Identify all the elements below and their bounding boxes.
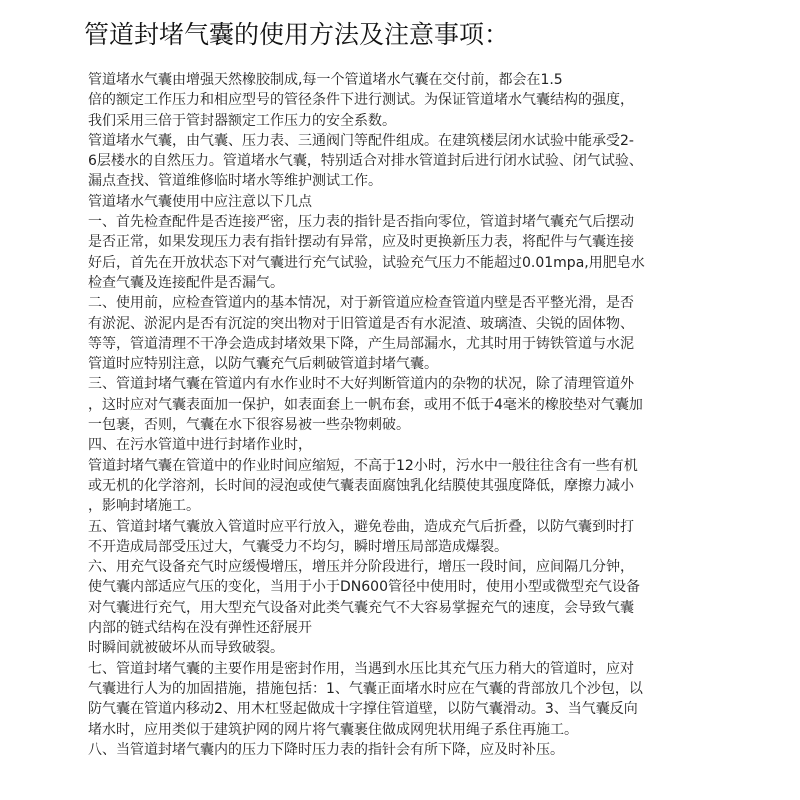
text-line: 二、使用前，应检查管道内的基本情况，对于新管道应检查管道内壁是否平整光滑，是否 — [88, 295, 634, 312]
text-line: 对气囊进行充气，用大型充气设备对此类气囊充气不大容易掌握充气的速度，会导致气囊 — [88, 599, 634, 616]
text-line: 漏点查找、管道维修临时堵水等维护测试工作。 — [88, 173, 382, 190]
text-line: 五、管道封堵气囊放入管道时应平行放入，避免卷曲，造成充气后折叠，以防气囊到时打 — [88, 518, 634, 535]
text-line: ，影响封堵施工。 — [88, 498, 200, 515]
text-line: 八、当管道封堵气囊内的压力下降时压力表的指针会有所下降，应及时补压。 — [88, 741, 564, 758]
text-line: 管道堵水气囊，由气囊、压力表、三通阀门等配件组成。在建筑楼层闭水试验中能承受2- — [88, 132, 634, 149]
text-line: 有淤泥、淤泥内是否有沉淀的突出物对于旧管道是否有水泥渣、玻璃渣、尖锐的固体物、 — [88, 315, 634, 332]
text-line: 或无机的化学溶剂，长时间的浸泡或使气囊表面腐蚀乳化结膜使其强度降低，摩擦力减小 — [88, 477, 634, 494]
text-line: 内部的链式结构在没有弹性还舒展开 — [88, 620, 312, 637]
text-line: 七、管道封堵气囊的主要作用是密封作用，当遇到水压比其充气压力稍大的管道时，应对 — [88, 660, 634, 677]
text-line: 等等，管道清理不干净会造成封堵效果下降，产生局部漏水，尤其时用于铸铁管道与水泥 — [88, 335, 634, 352]
text-line: 六、用充气设备充气时应缓慢增压，增压并分阶段进行，增压一段时间，应间隔几分钟， — [88, 559, 634, 576]
text-line: 四、在污水管道中进行封堵作业时， — [88, 437, 312, 454]
text-line: 气囊进行人为的加固措施，措施包括：1、气囊正面堵水时应在气囊的背部放几个沙包，以 — [88, 680, 643, 697]
text-line: 是否正常，如果发现压力表有指针摆动有异常，应及时更换新压力表，将配件与气囊连接 — [88, 234, 634, 251]
text-line: 使气囊内部适应气压的变化，当用于小于DN600管径中使用时，使用小型或微型充气设备 — [88, 579, 640, 596]
document-body — [88, 70, 748, 760]
text-line: 一、首先检查配件是否连接严密，压力表的指针是否指向零位，管道封堵气囊充气后摆动 — [88, 214, 634, 231]
page-title: 管道封堵气囊的使用方法及注意事项： — [84, 20, 510, 49]
text-line: 不开造成局部受压过大，气囊受力不均匀，瞬时增压局部造成爆裂。 — [88, 538, 508, 555]
text-line: 一包裹，否则，气囊在水下很容易被一些杂物刺破。 — [88, 417, 410, 434]
text-line: 管道堵水气囊由增强天然橡胶制成,每一个管道堵水气囊在交付前，都会在1.5 — [88, 72, 563, 88]
text-line: 好后，首先在开放状态下对气囊进行充气试验，试验充气压力不能超过0.01mpa,用肥皂水 — [88, 254, 645, 271]
text-line: 倍的额定工作压力和相应型号的管径条件下进行测试。为保证管道堵水气囊结构的强度， — [88, 92, 634, 109]
text-line: 管道时应特别注意，以防气囊充气后刺破管道封堵气囊。 — [88, 356, 438, 373]
text-line: 管道封堵气囊在管道中的作业时间应缩短，不高于12小时，污水中一般往往含有一些有机 — [88, 457, 638, 474]
text-line: 管道堵水气囊使用中应注意以下几点 — [88, 193, 312, 210]
text-line: 时瞬间就被破坏从而导致破裂。 — [88, 640, 284, 657]
text-line: ，这时应对气囊表面加一保护，如表面套上一帆布套，或用不低于4毫米的橡胶垫对气囊加 — [88, 396, 643, 413]
text-line: 我们采用三倍于管封器额定工作压力的安全系数。 — [88, 112, 396, 129]
text-line: 防气囊在管道内移动2、用木杠竖起做成十字撑住管道壁，以防气囊滑动。3、当气囊反向 — [88, 701, 638, 718]
text-line: 检查气囊及连接配件是否漏气。 — [88, 274, 284, 291]
text-line: 三、管道封堵气囊在管道内有水作业时不大好判断管道内的杂物的状况，除了清理管道外 — [88, 376, 634, 393]
text-line: 堵水时，应用类似于建筑护网的网片将气囊裹住做成网兜状用绳子系住再施工。 — [88, 721, 578, 738]
text-line: 6层楼水的自然压力。管道堵水气囊，特别适合对排水管道封后进行闭水试验、闭气试验、 — [88, 153, 643, 170]
